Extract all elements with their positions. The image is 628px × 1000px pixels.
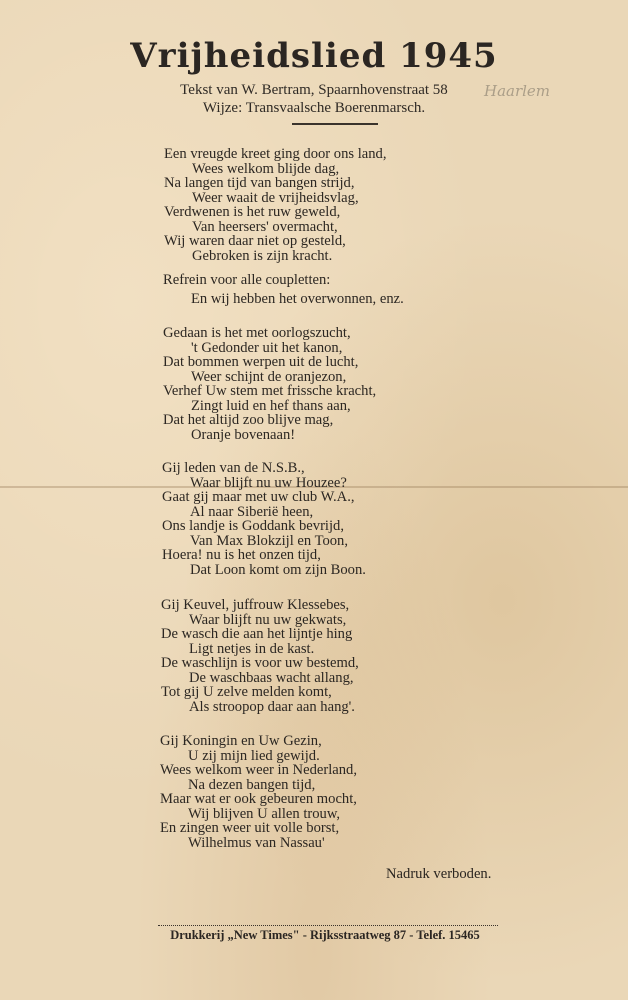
handwritten-note: Haarlem (484, 82, 551, 100)
verse-line: Gij leden van de N.S.B., (162, 460, 305, 476)
verse-line: Als stroopop daar aan hang'. (189, 699, 355, 715)
printer-footer: Drukkerij „New Times" - Rijksstraatweg 87 - Telef. 15465 (170, 928, 480, 942)
verse-line: Waar blijft nu uw Houzee? (190, 475, 347, 491)
verse-line: Van Max Blokzijl en Toon, (190, 533, 349, 549)
verse-line: Ons landje is Goddank bevrijd, (162, 518, 344, 534)
verse-line: Wees welkom weer in Nederland, (160, 762, 357, 778)
verse-line: Verhef Uw stem met frissche kracht, (163, 383, 377, 399)
verse-line: Gij Keuvel, juffrouw Klessebes, (161, 597, 350, 613)
verse-line: Gaat gij maar met uw club W.A., (162, 489, 355, 505)
verse-line: U zij mijn lied gewijd. (188, 748, 320, 764)
verse-line: De waschlijn is voor uw bestemd, (161, 655, 359, 671)
verse-line: Dat het altijd zoo blijve mag, (163, 412, 334, 428)
verse-line: De wasch die aan het lijntje hing (161, 626, 353, 642)
verse-line: Zingt luid en hef thans aan, (191, 398, 351, 414)
verse-line: Gij Koningin en Uw Gezin, (160, 733, 322, 749)
verse-line: Na langen tijd van bangen strijd, (164, 175, 355, 191)
verse-line: Oranje bovenaan! (191, 427, 296, 443)
verse-line: Verdwenen is het ruw geweld, (164, 204, 341, 220)
verse-line: Gedaan is het met oorlogszucht, (163, 325, 351, 341)
verse-line: Al naar Siberië heen, (190, 504, 314, 520)
verse-line: Van heersers' overmacht, (192, 219, 338, 235)
verse-line: Dat Loon komt om zijn Boon. (190, 562, 366, 578)
verse-line: Tot gij U zelve melden komt, (161, 684, 332, 700)
verse-line: Waar blijft nu uw gekwats, (189, 612, 347, 628)
verse-line: Ligt netjes in de kast. (189, 641, 315, 657)
verse-line: Wij blijven U allen trouw, (188, 806, 341, 822)
verse-line: En zingen weer uit volle borst, (160, 820, 340, 836)
copyright-notice: Nadruk verboden. (386, 866, 492, 882)
verse-line: Na dezen bangen tijd, (188, 777, 316, 793)
verse-line: Wees welkom blijde dag, (192, 161, 340, 177)
author-line: Tekst van W. Bertram, Spaarnhovenstraat 58 (180, 82, 448, 98)
tune-line: Wijze: Transvaalsche Boerenmarsch. (202, 100, 426, 116)
verse-line: Dat bommen werpen uit de lucht, (163, 354, 359, 370)
verse-line: De waschbaas wacht allang, (189, 670, 354, 686)
verse-line: Wij waren daar niet op gesteld, (164, 233, 346, 249)
verse-line: Hoera! nu is het onzen tijd, (162, 547, 321, 563)
refrain-line: En wij hebben het overwonnen, enz. (191, 291, 404, 307)
verse-line: Gebroken is zijn kracht. (192, 248, 333, 264)
verse-line: 't Gedonder uit het kanon, (191, 340, 343, 356)
verse-line: Maar wat er ook gebeuren mocht, (160, 791, 357, 807)
verse-line: Wilhelmus van Nassau' (188, 835, 325, 851)
verse-line: Weer waait de vrijheidsvlag, (192, 190, 359, 206)
verse-line: Een vreugde kreet ging door ons land, (164, 146, 387, 162)
song-title: Vrijheidslied 1945 (130, 36, 498, 76)
title-rule (292, 123, 378, 125)
verse-line: Weer schijnt de oranjezon, (191, 369, 347, 385)
footer-dotted-rule (158, 925, 498, 926)
refrain-heading: Refrein voor alle coupletten: (163, 272, 331, 288)
